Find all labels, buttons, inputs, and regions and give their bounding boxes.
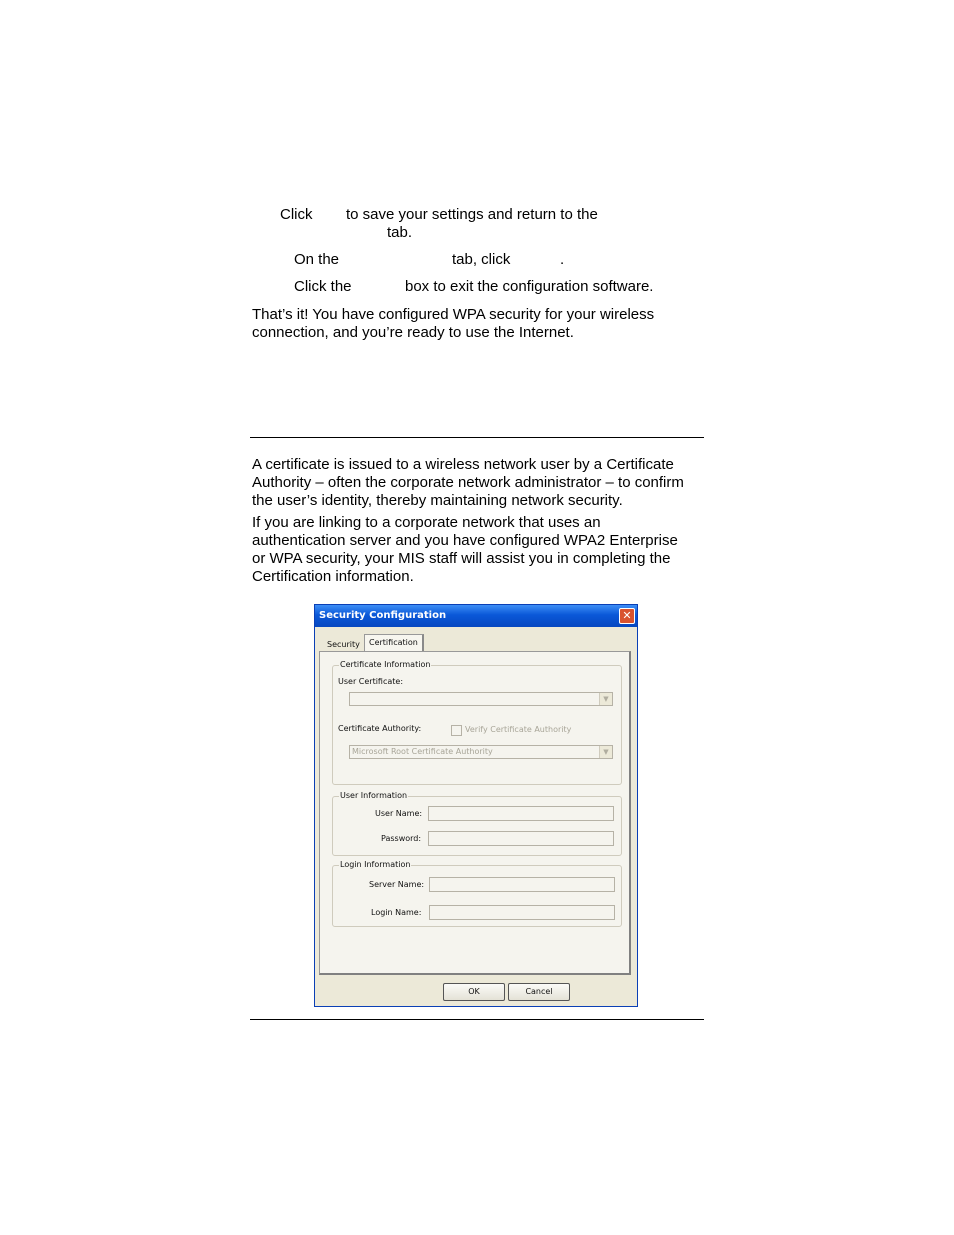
login-name-label: Login Name: xyxy=(371,908,422,917)
user-information-legend: User Information xyxy=(340,791,408,800)
summary-line: That’s it! You have configured WPA security for your wireless xyxy=(252,306,655,323)
cancel-button[interactable]: Cancel xyxy=(508,983,570,1001)
step2-period: . xyxy=(560,251,565,268)
ok-button[interactable]: OK xyxy=(443,983,505,1001)
step1-click: Click xyxy=(280,206,313,223)
detail-line: authentication server and you have configured WPA2 Enterprise xyxy=(252,532,678,549)
server-name-label: Server Name: xyxy=(369,880,425,889)
detail-line: Certification information. xyxy=(252,568,414,585)
username-label: User Name: xyxy=(375,809,423,818)
verify-ca-label: Verify Certificate Authority xyxy=(465,725,572,734)
user-information-group xyxy=(332,791,622,856)
verify-ca-checkbox[interactable] xyxy=(451,725,462,736)
summary-paragraph xyxy=(252,306,712,342)
intro-line: A certificate is issued to a wireless network user by a Certificate xyxy=(252,456,674,473)
certification-panel xyxy=(319,651,631,975)
certificate-authority-label: Certificate Authority: xyxy=(338,724,422,733)
certificate-authority-value: Microsoft Root Certificate Authority xyxy=(352,747,493,756)
summary-line: connection, and you’re ready to use the Internet. xyxy=(252,324,574,341)
intro-line: Authority – often the corporate network administrator – to confirm xyxy=(252,474,684,491)
section-divider-bottom xyxy=(250,1019,704,1020)
chevron-down-icon: ▼ xyxy=(599,693,612,705)
user-certificate-label: User Certificate: xyxy=(338,677,404,686)
intro-line: the user’s identity, thereby maintaining network security. xyxy=(252,492,623,509)
section-divider-top xyxy=(250,437,704,438)
step3-text: box to exit the configuration software. xyxy=(405,278,654,295)
close-icon[interactable]: ✕ xyxy=(619,608,635,624)
user-certificate-select[interactable] xyxy=(349,692,613,706)
security-configuration-dialog xyxy=(314,604,638,1007)
dialog-titlebar xyxy=(315,605,637,627)
dialog-title: Security Configuration xyxy=(319,610,447,621)
tab-certification[interactable]: Certification xyxy=(364,634,424,652)
tab-security[interactable]: Security xyxy=(325,638,362,653)
password-label: Password: xyxy=(381,834,422,843)
step1-tab: tab. xyxy=(387,224,413,241)
username-field[interactable] xyxy=(428,806,614,821)
step2-on-the: On the xyxy=(294,251,340,268)
certificate-information-group xyxy=(332,660,622,785)
server-name-field[interactable] xyxy=(429,877,615,892)
step2-tab-click: tab, click xyxy=(452,251,511,268)
chevron-down-icon: ▼ xyxy=(599,746,612,758)
step1-text: to save your settings and return to the xyxy=(346,206,598,223)
detail-line: or WPA security, your MIS staff will assist you in completing the xyxy=(252,550,671,567)
step3-click-the: Click the xyxy=(294,278,352,295)
login-name-field[interactable] xyxy=(429,905,615,920)
login-information-legend: Login Information xyxy=(340,860,411,869)
password-field[interactable] xyxy=(428,831,614,846)
certificate-information-legend: Certificate Information xyxy=(340,660,431,669)
certificate-intro-paragraph xyxy=(252,456,712,510)
certificate-authority-select[interactable] xyxy=(349,745,613,759)
login-information-group xyxy=(332,860,622,927)
certificate-detail-paragraph xyxy=(252,514,712,586)
detail-line: If you are linking to a corporate network that uses an xyxy=(252,514,601,531)
